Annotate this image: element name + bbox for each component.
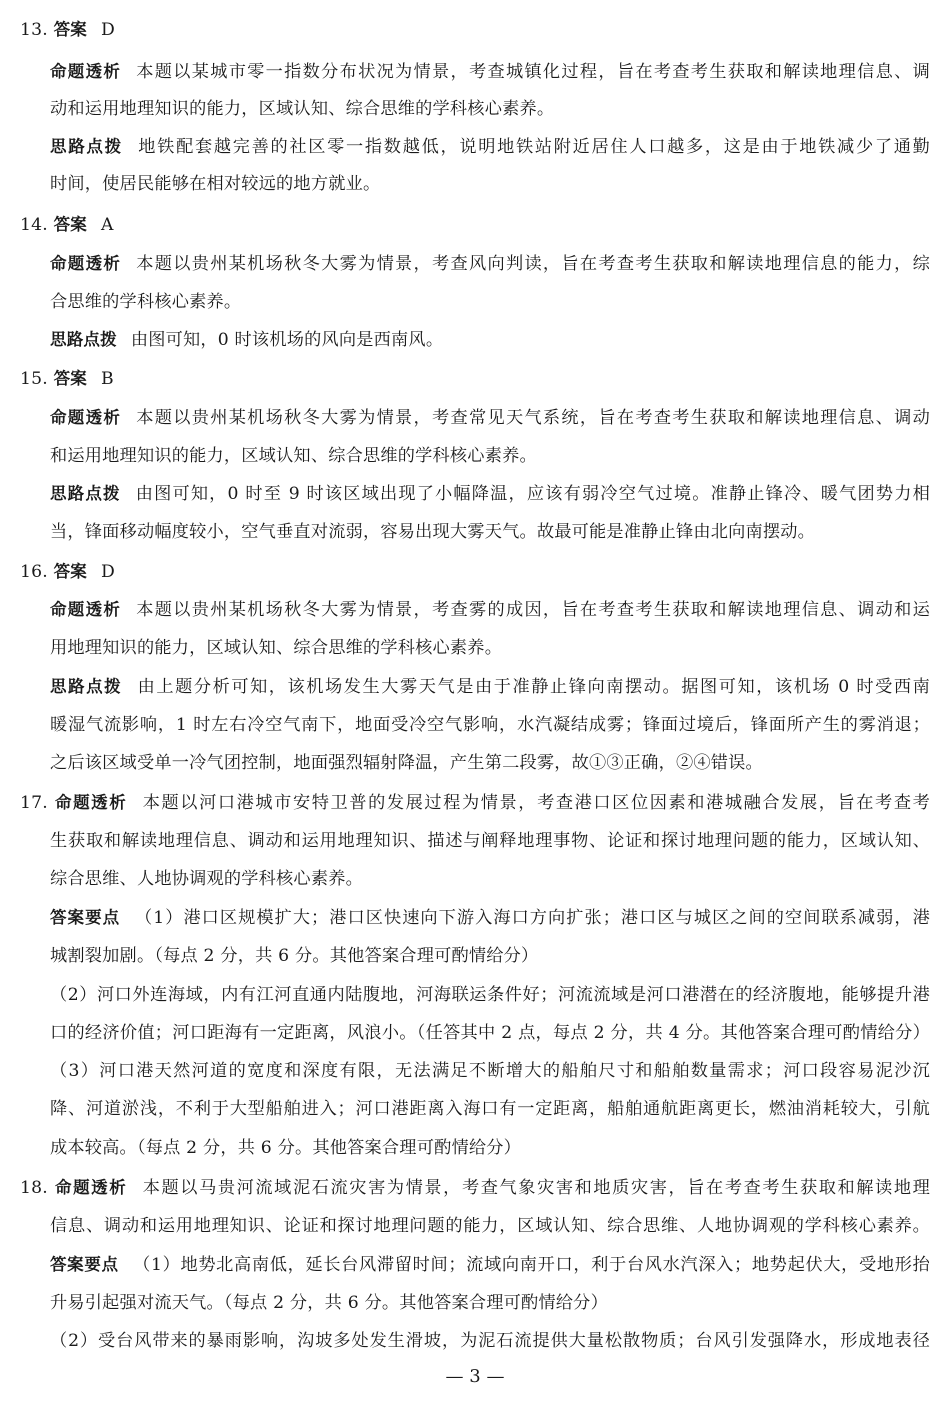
q14-analysis-line-1: 命题透析 本题以贵州某机场秋冬大雾为情景，考查风向判读，旨在考查考生获取和解读地理信息的能力，综 — [50, 254, 930, 274]
q15-analysis-line-2: 和运用地理知识的能力，区域认知、综合思维的学科核心素养。 — [50, 446, 537, 466]
q17-p2-line-1: （2）河口外连海域，内有江河直通内陆腹地，河海联运条件好；河流流域是河口港潜在的经济腹地，能够提升港 — [50, 985, 930, 1005]
q16-analysis-line-1: 命题透析 本题以贵州某机场秋冬大雾为情景，考查雾的成因，旨在考查考生获取和解读地理信息、调动和运 — [50, 600, 930, 620]
tips-label: 思路点拨 — [50, 137, 123, 156]
key-points-label: 答案要点 — [50, 908, 121, 927]
analysis-label: 命题透析 — [50, 62, 122, 81]
q16-analysis-line-2: 用地理知识的能力，区域认知、综合思维的学科核心素养。 — [50, 638, 503, 658]
q17-analysis-line-3: 综合思维、人地协调观的学科核心素养。 — [50, 869, 363, 889]
q17-p3-line-2: 降、河道淤浅，不利于大型船舶进入；河口港距离入海口有一定距离，船舶通航距离更长，燃油消耗较大，引航 — [50, 1099, 930, 1119]
answer-value: D — [101, 20, 115, 40]
page-number: — 3 — — [445, 1366, 505, 1387]
q15-answer-line: 15. 答案 B — [20, 369, 114, 389]
q13-tips-line-1: 思路点拨 地铁配套越完善的社区零一指数越低，说明地铁站附近居住人口越多，这是由于地铁减少了通勤 — [50, 137, 930, 157]
q15-tips-line-2: 当，锋面移动幅度较小，空气垂直对流弱，容易出现大雾天气。故最可能是准静止锋由北向南摆动。 — [50, 522, 816, 542]
q13-answer-line — [20, 18, 115, 42]
q17-p3-line-1: （3）河口港天然河道的宽度和深度有限，无法满足不断增大的船舶尺寸和船舶数量需求；河口段容易泥沙沉 — [50, 1061, 930, 1081]
q16-tips-line-2: 暖湿气流影响，1 时左右冷空气南下，地面受冷空气影响，水汽凝结成雾；锋面过境后，锋面所产生的雾消退； — [50, 715, 930, 735]
answer-label: 答案 — [53, 20, 88, 39]
q14-tips-line-1: 思路点拨 由图可知，0 时该机场的风向是西南风。 — [50, 330, 444, 350]
q17-key-points-line-2: 城割裂加剧。（每点 2 分，共 6 分。其他答案合理可酌情给分） — [50, 946, 539, 966]
q14-answer-line: 14. 答案 A — [20, 215, 114, 235]
q16-tips-line-1: 思路点拨 由上题分析可知，该机场发生大雾天气是由于准静止锋向南摆动。据图可知，该机场 0 时受西南 — [50, 677, 930, 697]
q15-analysis-line-1: 命题透析 本题以贵州某机场秋冬大雾为情景，考查常见天气系统，旨在考查考生获取和解读地理信息、调动 — [50, 408, 930, 428]
q18-analysis-line-2: 信息、调动和运用地理知识、论证和探讨地理问题的能力，区域认知、综合思维、人地协调观的学科核心素养。 — [50, 1216, 930, 1236]
q17-analysis-line-1: 17. 命题透析 本题以河口港城市安特卫普的发展过程为情景，考查港口区位因素和港城融合发展，旨在考查考 — [20, 793, 930, 813]
q17-p2-line-2: 口的经济价值；河口距海有一定距离，风浪小。（任答其中 2 点，每点 2 分，共 4 分。其他答案合理可酌情给分） — [50, 1023, 930, 1043]
q18-key-points-line-2: 升易引起强对流天气。（每点 2 分，共 6 分。其他答案合理可酌情给分） — [50, 1293, 608, 1313]
q13-analysis-line-1: 命题透析 本题以某城市零一指数分布状况为情景，考查城镇化过程，旨在考查考生获取和解读地理信息、调 — [50, 62, 930, 82]
q16-tips-line-3: 之后该区域受单一冷气团控制，地面强烈辐射降温，产生第二段雾，故①③正确，②④错误。 — [50, 753, 763, 773]
q14-analysis-line-2: 合思维的学科核心素养。 — [50, 292, 242, 312]
q17-p3-line-3: 成本较高。（每点 2 分，共 6 分。其他答案合理可酌情给分） — [50, 1138, 522, 1158]
q18-p2-line-1: （2）受台风带来的暴雨影响，沟坡多处发生滑坡，为泥石流提供大量松散物质；台风引发强降水，形成地表径 — [50, 1331, 930, 1351]
q18-analysis-line-1: 18. 命题透析 本题以马贵河流域泥石流灾害为情景，考查气象灾害和地质灾害，旨在考查考生获取和解读地理 — [20, 1178, 930, 1198]
q15-tips-line-1: 思路点拨 由图可知，0 时至 9 时该区域出现了小幅降温，应该有弱冷空气过境。准静止锋冷、暖气团势力相 — [50, 484, 930, 504]
q17-analysis-line-2: 生获取和解读地理信息、调动和运用地理知识、描述与阐释地理事物、论证和探讨地理问题的能力，区域认知、 — [50, 831, 930, 851]
q17-key-points-line-1: 答案要点 （1）港口区规模扩大；港口区快速向下游入海口方向扩张；港口区与城区之间的空间联系减弱，港 — [50, 908, 930, 928]
q13-analysis-line-2: 动和运用地理知识的能力，区域认知、综合思维的学科核心素养。 — [50, 99, 555, 119]
q16-answer-line: 16. 答案 D — [20, 562, 115, 582]
q13-tips-line-2: 时间，使居民能够在相对较远的地方就业。 — [50, 174, 381, 194]
q18-key-points-line-1: 答案要点 （1）地势北高南低，延长台风滞留时间；流域向南开口，利于台风水汽深入；地势起伏大，受地形抬 — [50, 1255, 930, 1275]
question-number: 13. — [20, 20, 48, 40]
